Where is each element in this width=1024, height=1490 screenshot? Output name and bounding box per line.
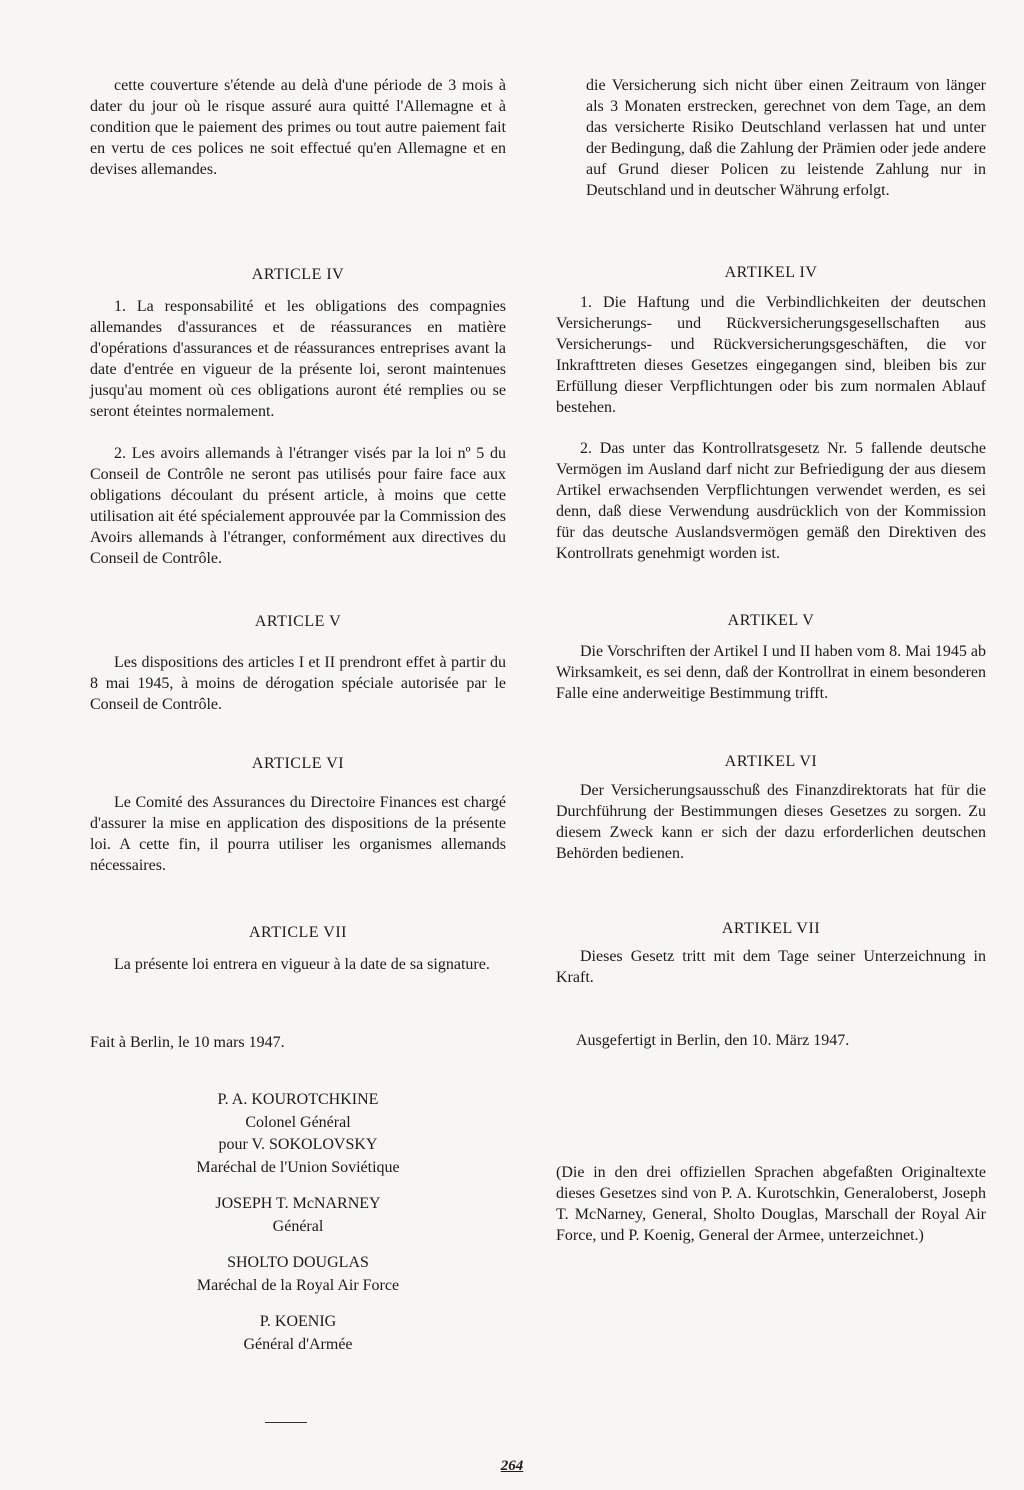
french-article-6-title: ARTICLE VI [251, 755, 345, 772]
french-article-4-para-1: 1. La responsabilité et les obligations des compagnies allemandes d'assurances et de réassurances en matière d'opérations d'assurances et de réassurances entreprises avant la date d'entrée en vigueur de la présente loi, seront maintenues jusqu'au moment où ces obligations auront été remplies ou se seront éteintes normalement. [90, 298, 506, 420]
french-article-5-title: ARTICLE V [254, 613, 342, 630]
french-article-7-para: La présente loi entrera en vigueur à la date de sa signature. [114, 956, 490, 973]
german-signatories-note: (Die in den drei offiziellen Sprachen abgefaßten Originaltexte dieses Gesetzes sind von P. A. Kurotschkin, Generaloberst, Joseph T. McNarney, General, Sholto Douglas, Marschall der Royal Air Force, und P. Koenig, General der Armee, unterzeichnet.) [556, 1164, 986, 1244]
french-article-4-title: ARTICLE IV [251, 266, 345, 283]
german-article-5-para: Die Vorschriften der Artikel I und II haben vom 8. Mai 1945 ab Wirksamkeit, es sei denn, daß der Kontrollrat in einem besonderen Falle eine anderweitige Bestimmung trifft. [556, 643, 986, 702]
separator-line [265, 1422, 307, 1423]
french-done-at: Fait à Berlin, le 10 mars 1947. [90, 1034, 285, 1051]
german-article-6-para: Der Versicherungsausschuß des Finanzdirektorats hat für die Durchführung der Bestimmungen dieses Gesetzes zu sorgen. Zu diesem Zweck kann er sich der dazu erforderlichen deutschen Behörden bedienen. [556, 782, 986, 862]
signatory-name: SHOLTO DOUGLAS [227, 1254, 369, 1271]
page-number: 264 [500, 1458, 524, 1474]
german-intro: die Versicherung sich nicht über einen Zeitraum von länger als 3 Monaten erstrecken, gerechnet von dem Tage, an dem das versicherte Risiko Deutschland verlassen hat und unter der Bedingung, daß die Zahlung der Prämien oder jede andere auf Grund dieser Policen zu leistende Zahlung nur in Deutschland und in deutscher Währung erfolgt. [586, 77, 986, 199]
signatory-name: P. A. KOUROTCHKINE [217, 1091, 379, 1108]
german-article-4-para-2: 2. Das unter das Kontrollratsgesetz Nr. 5 fallende deutsche Vermögen im Ausland darf nicht zur Befriedigung der aus diesem Artikel erwachsenden Verpflichtungen verwendet werden, es sei denn, daß diese Verwendung ausdrücklich von der Kommission für das deutsche Auslandsvermögen gemäß den Direktiven des Kontrollrats genehmigt worden ist. [556, 440, 986, 562]
french-article-5-para: Les dispositions des articles I et II prendront effet à partir du 8 mai 1945, à moins de dérogation spéciale autorisée par le Conseil de Contrôle. [90, 654, 506, 713]
french-article-6-para: Le Comité des Assurances du Directoire Finances est chargé d'assurer la mise en application des dispositions de la présente loi. A cette fin, il pourra utiliser les organismes allemands nécessaires. [90, 794, 506, 874]
german-article-4-title: ARTIKEL IV [724, 264, 818, 281]
signatory-title: Général [272, 1217, 324, 1235]
signatory-name: JOSEPH T. McNARNEY [215, 1195, 381, 1212]
french-signatures [90, 1089, 506, 1356]
signatory-name: pour V. SOKOLOVSKY [218, 1136, 378, 1153]
french-article-4-para-2: 2. Les avoirs allemands à l'étranger visés par la loi nº 5 du Conseil de Contrôle ne seront pas utilisés pour faire face aux obligations découlant du présent article, à moins que cette utilisation ait été spécialement approuvée par la Commission des Avoirs allemands à l'étranger, conformément aux directives du Conseil de Contrôle. [90, 445, 506, 567]
signatory-title: Général d'Armée [243, 1335, 353, 1353]
french-intro: cette couverture s'étende au delà d'une période de 3 mois à dater du jour où le risque assuré aura quitté l'Allemagne et à condition que le paiement des primes ou tout autre paiement fait en vertu de ces polices ne soit effectué qu'en Allemagne et en devises allemandes. [90, 77, 506, 178]
german-article-6-title: ARTIKEL VI [724, 753, 818, 770]
german-article-7-para: Dieses Gesetz tritt mit dem Tage seiner Unterzeichnung in Kraft. [556, 948, 986, 986]
signatory-name: P. KOENIG [259, 1313, 337, 1330]
german-article-7-title: ARTIKEL VII [721, 920, 821, 937]
german-article-4-para-1: 1. Die Haftung und die Verbindlichkeiten der deutschen Versicherungs- und Rückversicherungsgesellschaften aus Versicherungs- und Rückversicherungsgeschäften, die vor Inkrafttreten dieses Gesetzes eingegangen sind, bleiben bis zur Erfüllung dieser Verpflichtungen oder bis zum normalen Ablauf bestehen. [556, 294, 986, 416]
signatory-title: Colonel Général [245, 1113, 351, 1131]
german-done-at: Ausgefertigt in Berlin, den 10. März 1947. [576, 1032, 850, 1049]
signatory-title: Maréchal de l'Union Soviétique [196, 1158, 400, 1176]
french-article-7-title: ARTICLE VII [248, 924, 347, 941]
signatory-title: Maréchal de la Royal Air Force [196, 1276, 400, 1294]
german-article-5-title: ARTIKEL V [727, 612, 815, 629]
